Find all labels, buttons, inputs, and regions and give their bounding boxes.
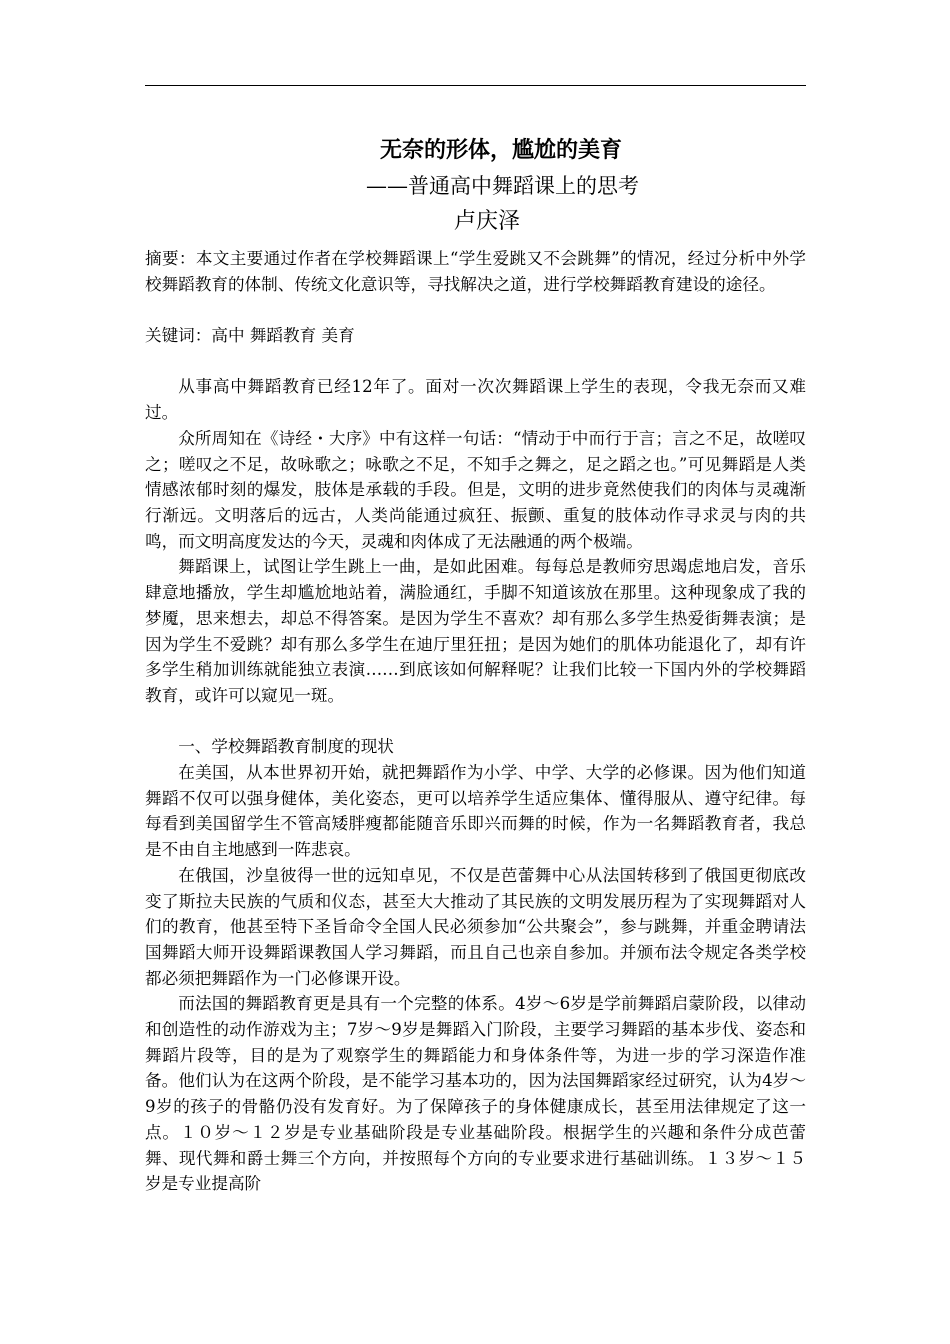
paragraph: 舞蹈课上，试图让学生跳上一曲，是如此困难。每每总是教师穷思竭虑地启发，音乐肆意地播放，学生却尴尬地站着，满脸通红，手脚不知道该放在那里。这种现象成了我的梦魇，思来想去，却总不得答案。是因为学生不喜欢？却有那么多学生热爱街舞表演；是因为学生不爱跳？却有那么多学生在迪厅里狂扭；是因为她们的肌体功能退化了，却有许多学生稍加训练就能独立表演……到底该如何解释呢？让我们比较一下国内外的学校舞蹈教育，或许可以窥见一斑。: [145, 557, 806, 705]
paragraph: 从事高中舞蹈教育已经12年了。面对一次次舞蹈课上学生的表现，令我无奈而又难过。: [145, 377, 806, 423]
spacer: [145, 349, 806, 375]
spacer: [145, 709, 806, 735]
abstract: 摘要：本文主要通过作者在学校舞蹈课上“学生爱跳又不会跳舞”的情况，经过分析中外学校舞蹈教育的体制、传统文化意识等，寻找解决之道，进行学校舞蹈教育建设的途径。: [145, 249, 806, 294]
spacer: [145, 297, 806, 323]
document-title: 无奈的形体，尴尬的美育: [380, 137, 623, 163]
paragraph: 众所周知在《诗经・大序》中有这样一句话：“情动于中而行于言；言之不足，故嗟叹之；嗟叹之不足，故咏歌之；咏歌之不足，不知手之舞之，足之蹈之也。”可见舞蹈是人类情感浓郁时刻的爆发，肢体是承载的手段。但是，文明的进步竟然使我们的肉体与灵魂渐行渐远。文明落后的远古，人类尚能通过疯狂、振颤、重复的肢体动作寻求灵与肉的共鸣，而文明高度发达的今天，灵魂和肉体成了无法融通的两个极端。: [145, 428, 806, 551]
paragraph: 在俄国，沙皇彼得一世的远知卓见，不仅是芭蕾舞中心从法国转移到了俄国更彻底改变了斯拉夫民族的气质和仪态，甚至大大推动了其民族的文明发展历程为了实现舞蹈对人们的教育，他甚至特下圣旨命令全国人民必须参加“公共聚会”，参与跳舞，并重金聘请法国舞蹈大师开设舞蹈课教国人学习舞蹈，而且自己也亲自参加。并颁布法令规定各类学校都必须把舞蹈作为一门必修课开设。: [145, 865, 806, 988]
header-rule: [145, 85, 806, 86]
article-text: [145, 246, 806, 1197]
document-subtitle: ——普通高中舞蹈课上的思考: [366, 174, 639, 198]
keywords: 关键词：高中 舞蹈教育 美育: [145, 326, 355, 346]
section-heading: 一、学校舞蹈教育制度的现状: [178, 737, 394, 757]
paragraph: 而法国的舞蹈教育更是具有一个完整的体系。4岁～6岁是学前舞蹈启蒙阶段，以律动和创造性的动作游戏为主；7岁～9岁是舞蹈入门阶段，主要学习舞蹈的基本步伐、姿态和舞蹈片段等，目的是为了观察学生的舞蹈能力和身体条件等，为进一步的学习深造作准备。他们认为在这两个阶段，是不能学习基本功的，因为法国舞蹈家经过研究，认为4岁～9岁的孩子的骨骼仍没有发育好。为了保障孩子的身体健康成长，甚至用法律规定了这一点。１０岁～１２岁是专业基础阶段是专业基础阶段。根据学生的兴趣和条件分成芭蕾舞、现代舞和爵士舞三个方向，并按照每个方向的专业要求进行基础训练。１３岁～１５岁是专业提高阶: [145, 994, 806, 1194]
document-body: [145, 130, 806, 1197]
document-author: 卢庆泽: [454, 209, 521, 234]
paragraph: 在美国，从本世界初开始，就把舞蹈作为小学、中学、大学的必修课。因为他们知道舞蹈不仅可以强身健体，美化姿态，更可以培养学生适应集体、懂得服从、遵守纪律。每每看到美国留学生不管高矮胖瘦都能随音乐即兴而舞的时候，作为一名舞蹈教育者，我总是不由自主地感到一阵悲哀。: [145, 763, 806, 860]
